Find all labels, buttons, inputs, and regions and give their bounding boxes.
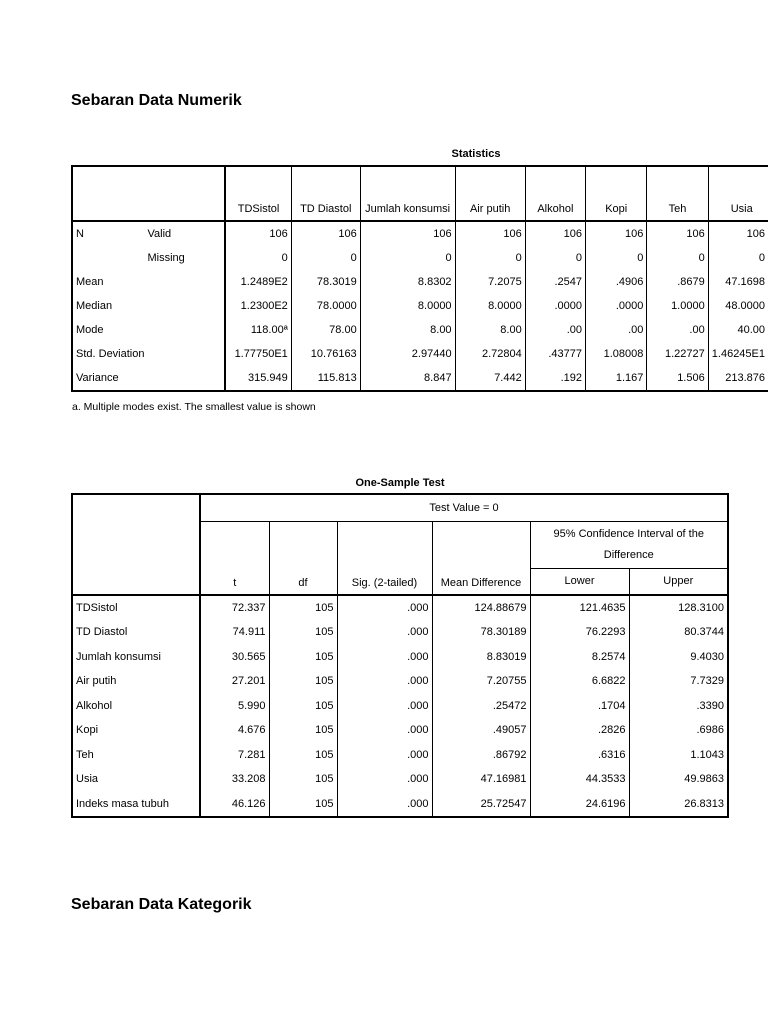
statistics-cell: 0 xyxy=(647,246,708,270)
statistics-cell: 118.00ª xyxy=(225,318,291,342)
one-sample-test-cell: 27.201 xyxy=(200,669,269,694)
one-sample-test-cell: 128.3100 xyxy=(678,601,724,614)
statistics-row xyxy=(72,246,768,270)
one-sample-test-cell: 121.4635 xyxy=(530,595,629,621)
one-sample-test-cell: 105 xyxy=(269,620,337,645)
statistics-cell: 2.72804 xyxy=(455,342,525,366)
statistics-cell: 8.00 xyxy=(360,318,455,342)
statistics-cell: 7.2075 xyxy=(455,270,525,294)
one-sample-test-cell: 105 xyxy=(269,792,337,818)
ost-col-header: Mean Difference xyxy=(432,522,530,595)
one-sample-test-cell: 105 xyxy=(269,595,337,621)
one-sample-test-cell: 105 xyxy=(269,718,337,743)
one-sample-test-cell: 26.8313 xyxy=(684,797,724,810)
statistics-cell: 47.1698 xyxy=(725,276,765,288)
test-value-header: Test Value = 0 xyxy=(200,494,728,522)
one-sample-test-cell: 105 xyxy=(269,743,337,768)
statistics-cell: 10.76163 xyxy=(291,342,360,366)
ost-col-header: Sig. (2-tailed) xyxy=(337,522,432,595)
one-sample-test-cell: 25.72547 xyxy=(432,792,530,818)
section-heading-categoric: Sebaran Data Kategorik xyxy=(71,896,252,913)
statistics-col-header: TDSistol xyxy=(225,166,291,221)
statistics-row xyxy=(72,342,768,366)
statistics-cell: 106 xyxy=(360,221,455,246)
statistics-col-header: Usia xyxy=(708,166,768,221)
one-sample-test-cell: 30.565 xyxy=(200,645,269,670)
one-sample-test-cell: .000 xyxy=(337,620,432,645)
statistics-cell: 106 xyxy=(455,221,525,246)
one-sample-test-cell: 4.676 xyxy=(200,718,269,743)
statistics-cell: 40.00 xyxy=(737,324,765,336)
statistics-col-header: Kopi xyxy=(586,166,647,221)
one-sample-test-cell: 6.6822 xyxy=(530,669,629,694)
one-sample-test-cell: 5.990 xyxy=(200,694,269,719)
row-label: Mean xyxy=(76,276,104,288)
one-sample-test-row xyxy=(72,620,728,645)
row-sublabel: Valid xyxy=(147,221,225,246)
one-sample-test-table xyxy=(71,493,729,818)
statistics-cell: 0 xyxy=(525,246,585,270)
statistics-cell: 106 xyxy=(225,221,291,246)
statistics-cell: .4906 xyxy=(586,270,647,294)
statistics-cell: 78.3019 xyxy=(291,270,360,294)
statistics-cell: 2.97440 xyxy=(360,342,455,366)
row-label: Kopi xyxy=(72,718,200,743)
row-label: Mode xyxy=(76,324,104,336)
statistics-table xyxy=(71,165,768,392)
one-sample-test-cell: 72.337 xyxy=(200,595,269,621)
statistics-footnote: a. Multiple modes exist. The smallest value is shown xyxy=(72,401,316,413)
statistics-caption: Statistics xyxy=(451,148,501,160)
one-sample-test-cell: 105 xyxy=(269,767,337,792)
one-sample-test-cell: .1704 xyxy=(530,694,629,719)
row-label: Std. Deviation xyxy=(76,348,145,360)
row-sublabel xyxy=(147,294,225,318)
statistics-col-header: Alkohol xyxy=(525,166,585,221)
statistics-row xyxy=(72,221,768,246)
statistics-cell: 1.2300E2 xyxy=(225,294,291,318)
row-label: Median xyxy=(76,300,113,312)
statistics-cell: 7.442 xyxy=(455,366,525,391)
statistics-cell: .43777 xyxy=(525,342,585,366)
statistics-cell: 1.22727 xyxy=(647,342,708,366)
statistics-col-header: Teh xyxy=(647,166,708,221)
one-sample-test-cell: 1.1043 xyxy=(690,748,724,761)
row-label: N xyxy=(76,228,84,240)
one-sample-test-cell: .000 xyxy=(337,669,432,694)
statistics-cell: .00 xyxy=(586,318,647,342)
one-sample-test-cell: 7.20755 xyxy=(432,669,530,694)
statistics-cell: 315.949 xyxy=(225,366,291,391)
statistics-cell: 8.00 xyxy=(455,318,525,342)
statistics-cell: .8679 xyxy=(647,270,708,294)
one-sample-test-cell: .49057 xyxy=(432,718,530,743)
one-sample-test-cell: .2826 xyxy=(530,718,629,743)
one-sample-test-cell: .3390 xyxy=(696,699,724,712)
one-sample-test-cell: 78.30189 xyxy=(432,620,530,645)
one-sample-test-cell: .000 xyxy=(337,645,432,670)
statistics-cell: 1.46245E1 xyxy=(711,348,765,360)
one-sample-test-cell: .000 xyxy=(337,767,432,792)
one-sample-test-row xyxy=(72,792,728,818)
statistics-cell: .00 xyxy=(525,318,585,342)
statistics-cell: .00 xyxy=(647,318,708,342)
one-sample-test-cell: 49.9863 xyxy=(684,773,724,786)
statistics-cell: 8.0000 xyxy=(360,294,455,318)
statistics-col-header: Air putih xyxy=(455,166,525,221)
one-sample-test-row xyxy=(72,767,728,792)
statistics-cell: .0000 xyxy=(586,294,647,318)
statistics-header-row xyxy=(72,166,768,221)
one-sample-test-cell: .6316 xyxy=(530,743,629,768)
one-sample-test-cell: .86792 xyxy=(432,743,530,768)
statistics-cell: 78.0000 xyxy=(291,294,360,318)
one-sample-test-cell: 8.83019 xyxy=(432,645,530,670)
one-sample-test-cell: 8.2574 xyxy=(530,645,629,670)
one-sample-test-cell: .25472 xyxy=(432,694,530,719)
row-label: TDSistol xyxy=(72,595,200,621)
row-label: Alkohol xyxy=(72,694,200,719)
statistics-cell: 106 xyxy=(586,221,647,246)
statistics-cell: .192 xyxy=(525,366,585,391)
one-sample-test-cell: 44.3533 xyxy=(530,767,629,792)
statistics-cell: .2547 xyxy=(525,270,585,294)
one-sample-test-cell: 47.16981 xyxy=(432,767,530,792)
statistics-cell: 8.847 xyxy=(360,366,455,391)
statistics-cell: 48.0000 xyxy=(725,300,765,312)
one-sample-test-row xyxy=(72,595,728,621)
statistics-cell: 1.2489E2 xyxy=(225,270,291,294)
statistics-cell: 0 xyxy=(586,246,647,270)
statistics-row xyxy=(72,366,768,391)
statistics-col-header: TD Diastol xyxy=(291,166,360,221)
one-sample-test-cell: 7.281 xyxy=(200,743,269,768)
one-sample-test-cell: 105 xyxy=(269,694,337,719)
one-sample-test-row xyxy=(72,645,728,670)
statistics-cell: 78.00 xyxy=(291,318,360,342)
one-sample-test-cell: .000 xyxy=(337,718,432,743)
statistics-cell: 106 xyxy=(525,221,585,246)
one-sample-test-cell: .000 xyxy=(337,743,432,768)
row-label: Air putih xyxy=(72,669,200,694)
row-label: Indeks masa tubuh xyxy=(72,792,200,818)
row-label: Teh xyxy=(72,743,200,768)
statistics-cell: 0 xyxy=(758,252,765,264)
statistics-cell: 106 xyxy=(291,221,360,246)
statistics-row xyxy=(72,270,768,294)
statistics-col-header: Jumlah konsumsi xyxy=(360,166,455,221)
ost-col-header: t xyxy=(200,522,269,595)
statistics-cell: 213.876 xyxy=(725,372,765,384)
one-sample-test-cell: 105 xyxy=(269,669,337,694)
statistics-cell: 106 xyxy=(746,228,765,240)
one-sample-test-cell: 46.126 xyxy=(200,792,269,818)
one-sample-test-cell: 80.3744 xyxy=(684,626,724,639)
statistics-cell: .0000 xyxy=(525,294,585,318)
one-sample-test-caption: One-Sample Test xyxy=(355,477,445,489)
one-sample-test-row xyxy=(72,669,728,694)
one-sample-test-cell: 76.2293 xyxy=(530,620,629,645)
statistics-cell: 8.0000 xyxy=(455,294,525,318)
row-sublabel xyxy=(147,270,225,294)
one-sample-test-cell: 124.88679 xyxy=(432,595,530,621)
section-heading-numeric: Sebaran Data Numerik xyxy=(71,92,242,109)
one-sample-test-row xyxy=(72,694,728,719)
confidence-interval-header: 95% Confidence Interval of the Difference xyxy=(530,522,728,569)
row-label: TD Diastol xyxy=(72,620,200,645)
one-sample-test-cell: .000 xyxy=(337,595,432,621)
one-sample-test-row xyxy=(72,718,728,743)
row-sublabel xyxy=(147,366,225,391)
ost-col-header: Lower xyxy=(530,569,629,595)
statistics-cell: 1.08008 xyxy=(586,342,647,366)
row-label xyxy=(72,246,147,270)
one-sample-test-cell: .000 xyxy=(337,694,432,719)
row-sublabel: Missing xyxy=(147,246,225,270)
one-sample-test-cell: .6986 xyxy=(696,724,724,737)
statistics-cell: 1.167 xyxy=(586,366,647,391)
row-label: Variance xyxy=(76,372,119,384)
statistics-cell: 1.0000 xyxy=(647,294,708,318)
one-sample-test-cell: 7.7329 xyxy=(690,675,724,688)
statistics-cell: 0 xyxy=(291,246,360,270)
statistics-row xyxy=(72,294,768,318)
one-sample-test-cell: 24.6196 xyxy=(530,792,629,818)
statistics-row xyxy=(72,318,768,342)
statistics-cell: 106 xyxy=(647,221,708,246)
row-sublabel xyxy=(147,318,225,342)
row-label: Usia xyxy=(72,767,200,792)
row-sublabel xyxy=(147,342,225,366)
statistics-cell: 0 xyxy=(360,246,455,270)
one-sample-test-cell: 33.208 xyxy=(200,767,269,792)
statistics-cell: 1.506 xyxy=(647,366,708,391)
statistics-cell: 0 xyxy=(455,246,525,270)
one-sample-test-cell: 9.4030 xyxy=(690,650,724,663)
row-label: Jumlah konsumsi xyxy=(72,645,200,670)
ost-col-header: df xyxy=(269,522,337,595)
one-sample-test-cell: 74.911 xyxy=(200,620,269,645)
statistics-cell: 1.77750E1 xyxy=(225,342,291,366)
one-sample-test-cell: 105 xyxy=(269,645,337,670)
ost-col-header: Upper xyxy=(629,569,728,595)
one-sample-test-row xyxy=(72,743,728,768)
one-sample-test-cell: .000 xyxy=(337,792,432,818)
statistics-cell: 0 xyxy=(225,246,291,270)
statistics-cell: 8.8302 xyxy=(360,270,455,294)
statistics-cell: 115.813 xyxy=(291,366,360,391)
